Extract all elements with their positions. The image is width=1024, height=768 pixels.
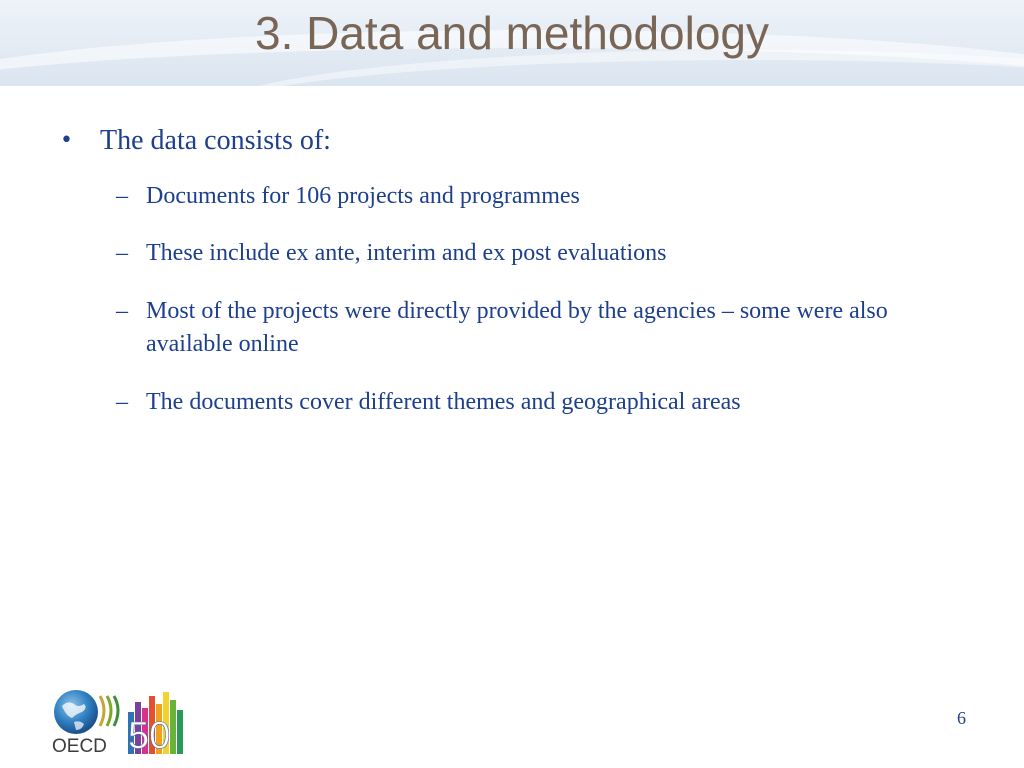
oecd-wordmark: OECD [52,736,107,756]
anniversary-number: 50 [128,715,171,756]
dash-marker: – [116,182,128,209]
sub-bullet-text: Documents for 106 projects and programmes [146,182,580,209]
logo-bar [170,700,176,754]
dash-marker: – [116,388,128,415]
sub-bullet-list [60,180,960,420]
oecd-logo-graphic [52,688,192,756]
bullet-marker: • [60,128,73,153]
chevron-icon [114,696,118,726]
dash-marker: – [116,297,128,324]
dash-marker: – [116,240,128,267]
sub-bullet [60,180,960,214]
sub-bullet-text: Most of the projects were directly provided by the agencies – some were also available online [146,297,888,358]
sub-bullet-text: The documents cover different themes and geographical areas [146,388,741,415]
main-bullet-text: The data consists of: [100,125,331,156]
sub-bullet [60,295,960,362]
logo-bar [177,710,183,754]
chevron-icon [100,696,104,726]
slide-content [60,124,960,444]
slide-title: 3. Data and methodology [254,7,770,59]
page-number: 6 [957,708,966,728]
sub-bullet-text: These include ex ante, interim and ex post evaluations [146,240,667,267]
sub-bullet [60,237,960,271]
chevron-icon [107,696,111,726]
main-bullet [60,124,960,158]
oecd-50-logo [52,688,192,756]
sub-bullet [60,386,960,420]
